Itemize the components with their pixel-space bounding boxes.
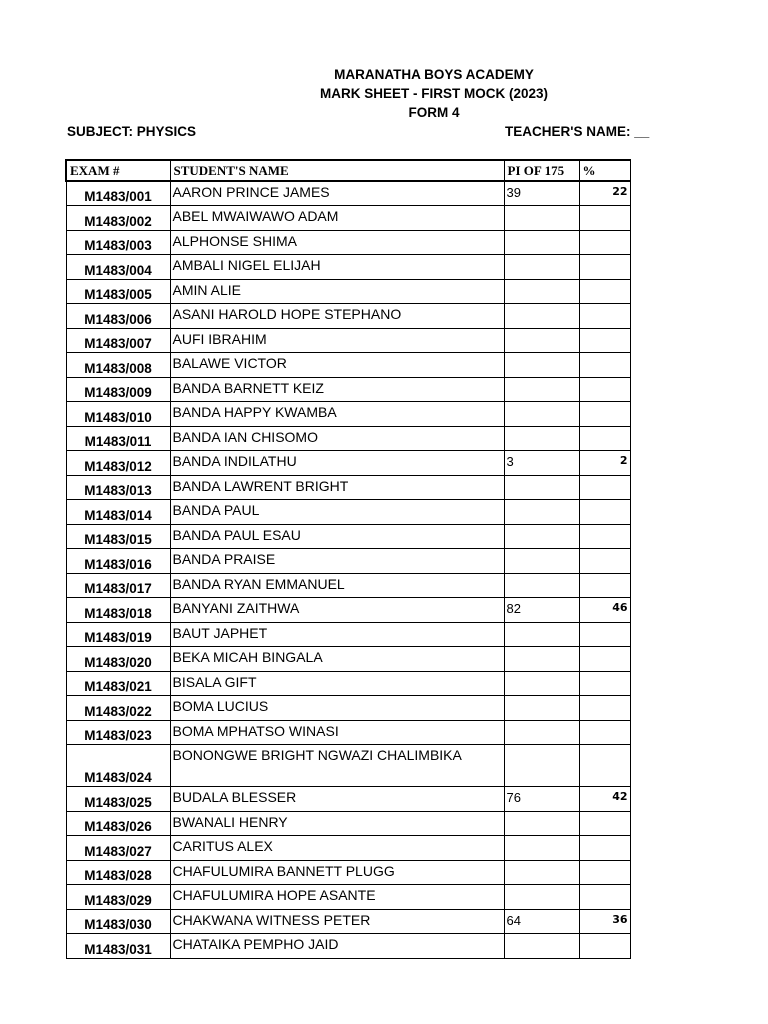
mark-cell: [504, 255, 579, 280]
mark-cell: [504, 549, 579, 574]
table-row: [66, 885, 630, 910]
name-cell: CARITUS ALEX: [170, 836, 504, 861]
col-header-exam: EXAM #: [66, 160, 170, 181]
table-row: [66, 230, 630, 255]
exam-cell: M1483/024: [66, 745, 170, 787]
mark-cell: 3: [504, 451, 579, 476]
pct-cell: [579, 255, 630, 280]
pct-cell: [579, 573, 630, 598]
exam-cell: M1483/010: [66, 402, 170, 427]
table-row: [66, 860, 630, 885]
exam-cell: M1483/003: [66, 230, 170, 255]
name-cell: CHAFULUMIRA BANNETT PLUGG: [170, 860, 504, 885]
col-header-name: STUDENT'S NAME: [170, 160, 504, 181]
pct-cell: [579, 836, 630, 861]
col-header-percent: %: [579, 160, 630, 181]
exam-cell: M1483/004: [66, 255, 170, 280]
name-cell: BONONGWE BRIGHT NGWAZI CHALIMBIKA: [170, 745, 504, 787]
name-cell: BANDA BARNETT KEIZ: [170, 377, 504, 402]
name-cell: AMIN ALIE: [170, 279, 504, 304]
pct-cell: [579, 934, 630, 959]
exam-cell: M1483/015: [66, 524, 170, 549]
pct-cell: 42: [579, 787, 630, 812]
name-cell: ABEL MWAIWAWO ADAM: [170, 206, 504, 231]
exam-cell: M1483/001: [66, 181, 170, 206]
table-row: [66, 787, 630, 812]
exam-cell: M1483/031: [66, 934, 170, 959]
table-row: [66, 451, 630, 476]
mark-cell: [504, 745, 579, 787]
name-cell: BEKA MICAH BINGALA: [170, 647, 504, 672]
exam-cell: M1483/016: [66, 549, 170, 574]
exam-cell: M1483/005: [66, 279, 170, 304]
mark-cell: [504, 402, 579, 427]
mark-cell: [504, 647, 579, 672]
table-row: [66, 720, 630, 745]
table-row: [66, 745, 630, 787]
table-row: [66, 909, 630, 934]
name-cell: BALAWE VICTOR: [170, 353, 504, 378]
exam-cell: M1483/019: [66, 622, 170, 647]
mark-cell: [504, 860, 579, 885]
exam-cell: M1483/022: [66, 696, 170, 721]
pct-cell: [579, 328, 630, 353]
name-cell: BUDALA BLESSER: [170, 787, 504, 812]
mark-cell: [504, 377, 579, 402]
exam-cell: M1483/009: [66, 377, 170, 402]
mark-cell: [504, 230, 579, 255]
exam-cell: M1483/006: [66, 304, 170, 329]
mark-cell: 39: [504, 181, 579, 206]
pct-cell: [579, 426, 630, 451]
pct-cell: [579, 647, 630, 672]
mark-cell: [504, 671, 579, 696]
table-row: [66, 426, 630, 451]
table-row: [66, 549, 630, 574]
table-row: [66, 328, 630, 353]
sheet-title: MARK SHEET - FIRST MOCK (2023): [319, 86, 549, 101]
table-row: [66, 206, 630, 231]
mark-cell: [504, 279, 579, 304]
pct-cell: [579, 671, 630, 696]
table-header-row: [66, 160, 630, 181]
table-row: [66, 622, 630, 647]
mark-cell: 64: [504, 909, 579, 934]
table-row: [66, 500, 630, 525]
name-cell: BANDA RYAN EMMANUEL: [170, 573, 504, 598]
table-row: [66, 811, 630, 836]
pct-cell: [579, 524, 630, 549]
pct-cell: [579, 696, 630, 721]
pct-cell: [579, 353, 630, 378]
exam-cell: M1483/013: [66, 475, 170, 500]
name-cell: BANDA IAN CHISOMO: [170, 426, 504, 451]
table-row: [66, 647, 630, 672]
name-cell: CHAKWANA WITNESS PETER: [170, 909, 504, 934]
pct-cell: [579, 811, 630, 836]
exam-cell: M1483/025: [66, 787, 170, 812]
table-row: [66, 353, 630, 378]
table-row: [66, 934, 630, 959]
pct-cell: [579, 549, 630, 574]
name-cell: AMBALI NIGEL ELIJAH: [170, 255, 504, 280]
exam-cell: M1483/008: [66, 353, 170, 378]
table-row: [66, 377, 630, 402]
exam-cell: M1483/023: [66, 720, 170, 745]
name-cell: BAUT JAPHET: [170, 622, 504, 647]
table-row: [66, 671, 630, 696]
pct-cell: [579, 860, 630, 885]
school-title: MARANATHA BOYS ACADEMY: [334, 67, 534, 82]
exam-cell: M1483/018: [66, 598, 170, 623]
table-row: [66, 598, 630, 623]
exam-cell: M1483/011: [66, 426, 170, 451]
exam-cell: M1483/012: [66, 451, 170, 476]
subject-label: SUBJECT: PHYSICS: [67, 124, 197, 139]
pct-cell: [579, 230, 630, 255]
mark-cell: [504, 524, 579, 549]
name-cell: ASANI HAROLD HOPE STEPHANO: [170, 304, 504, 329]
mark-cell: 82: [504, 598, 579, 623]
table-row: [66, 524, 630, 549]
name-cell: BANDA PAUL ESAU: [170, 524, 504, 549]
name-cell: BWANALI HENRY: [170, 811, 504, 836]
exam-cell: M1483/014: [66, 500, 170, 525]
mark-cell: [504, 811, 579, 836]
pct-cell: 46: [579, 598, 630, 623]
exam-cell: M1483/028: [66, 860, 170, 885]
mark-cell: [504, 696, 579, 721]
mark-cell: [504, 622, 579, 647]
mark-cell: [504, 353, 579, 378]
teacher-label: TEACHER'S NAME: __: [505, 124, 650, 139]
mark-cell: [504, 328, 579, 353]
pct-cell: [579, 377, 630, 402]
pct-cell: [579, 304, 630, 329]
pct-cell: [579, 745, 630, 787]
name-cell: CHAFULUMIRA HOPE ASANTE: [170, 885, 504, 910]
col-header-mark: PI OF 175: [504, 160, 579, 181]
pct-cell: [579, 402, 630, 427]
mark-cell: [504, 885, 579, 910]
table-row: [66, 181, 630, 206]
table-row: [66, 279, 630, 304]
exam-cell: M1483/002: [66, 206, 170, 231]
mark-cell: [504, 934, 579, 959]
name-cell: CHATAIKA PEMPHO JAID: [170, 934, 504, 959]
pct-cell: 36: [579, 909, 630, 934]
exam-cell: M1483/007: [66, 328, 170, 353]
name-cell: BANDA LAWRENT BRIGHT: [170, 475, 504, 500]
pct-cell: [579, 279, 630, 304]
exam-cell: M1483/021: [66, 671, 170, 696]
table-row: [66, 696, 630, 721]
mark-cell: [504, 500, 579, 525]
mark-sheet-table: [65, 159, 631, 959]
name-cell: BISALA GIFT: [170, 671, 504, 696]
name-cell: BANDA PRAISE: [170, 549, 504, 574]
mark-cell: 76: [504, 787, 579, 812]
exam-cell: M1483/026: [66, 811, 170, 836]
table-row: [66, 304, 630, 329]
exam-cell: M1483/020: [66, 647, 170, 672]
mark-cell: [504, 720, 579, 745]
exam-cell: M1483/030: [66, 909, 170, 934]
table-row: [66, 475, 630, 500]
name-cell: AARON PRINCE JAMES: [170, 181, 504, 206]
pct-cell: [579, 500, 630, 525]
mark-cell: [504, 304, 579, 329]
table-row: [66, 573, 630, 598]
table-row: [66, 402, 630, 427]
name-cell: BANDA PAUL: [170, 500, 504, 525]
name-cell: BANDA INDILATHU: [170, 451, 504, 476]
pct-cell: [579, 622, 630, 647]
pct-cell: [579, 206, 630, 231]
name-cell: BANYANI ZAITHWA: [170, 598, 504, 623]
pct-cell: [579, 720, 630, 745]
form-title: FORM 4: [408, 105, 460, 120]
name-cell: BOMA LUCIUS: [170, 696, 504, 721]
name-cell: AUFI IBRAHIM: [170, 328, 504, 353]
pct-cell: [579, 475, 630, 500]
exam-cell: M1483/029: [66, 885, 170, 910]
name-cell: ALPHONSE SHIMA: [170, 230, 504, 255]
pct-cell: 2: [579, 451, 630, 476]
exam-cell: M1483/027: [66, 836, 170, 861]
mark-cell: [504, 836, 579, 861]
exam-cell: M1483/017: [66, 573, 170, 598]
pct-cell: 22: [579, 181, 630, 206]
mark-cell: [504, 206, 579, 231]
table-row: [66, 836, 630, 861]
mark-cell: [504, 475, 579, 500]
mark-cell: [504, 426, 579, 451]
mark-cell: [504, 573, 579, 598]
pct-cell: [579, 885, 630, 910]
table-row: [66, 255, 630, 280]
name-cell: BOMA MPHATSO WINASI: [170, 720, 504, 745]
name-cell: BANDA HAPPY KWAMBA: [170, 402, 504, 427]
